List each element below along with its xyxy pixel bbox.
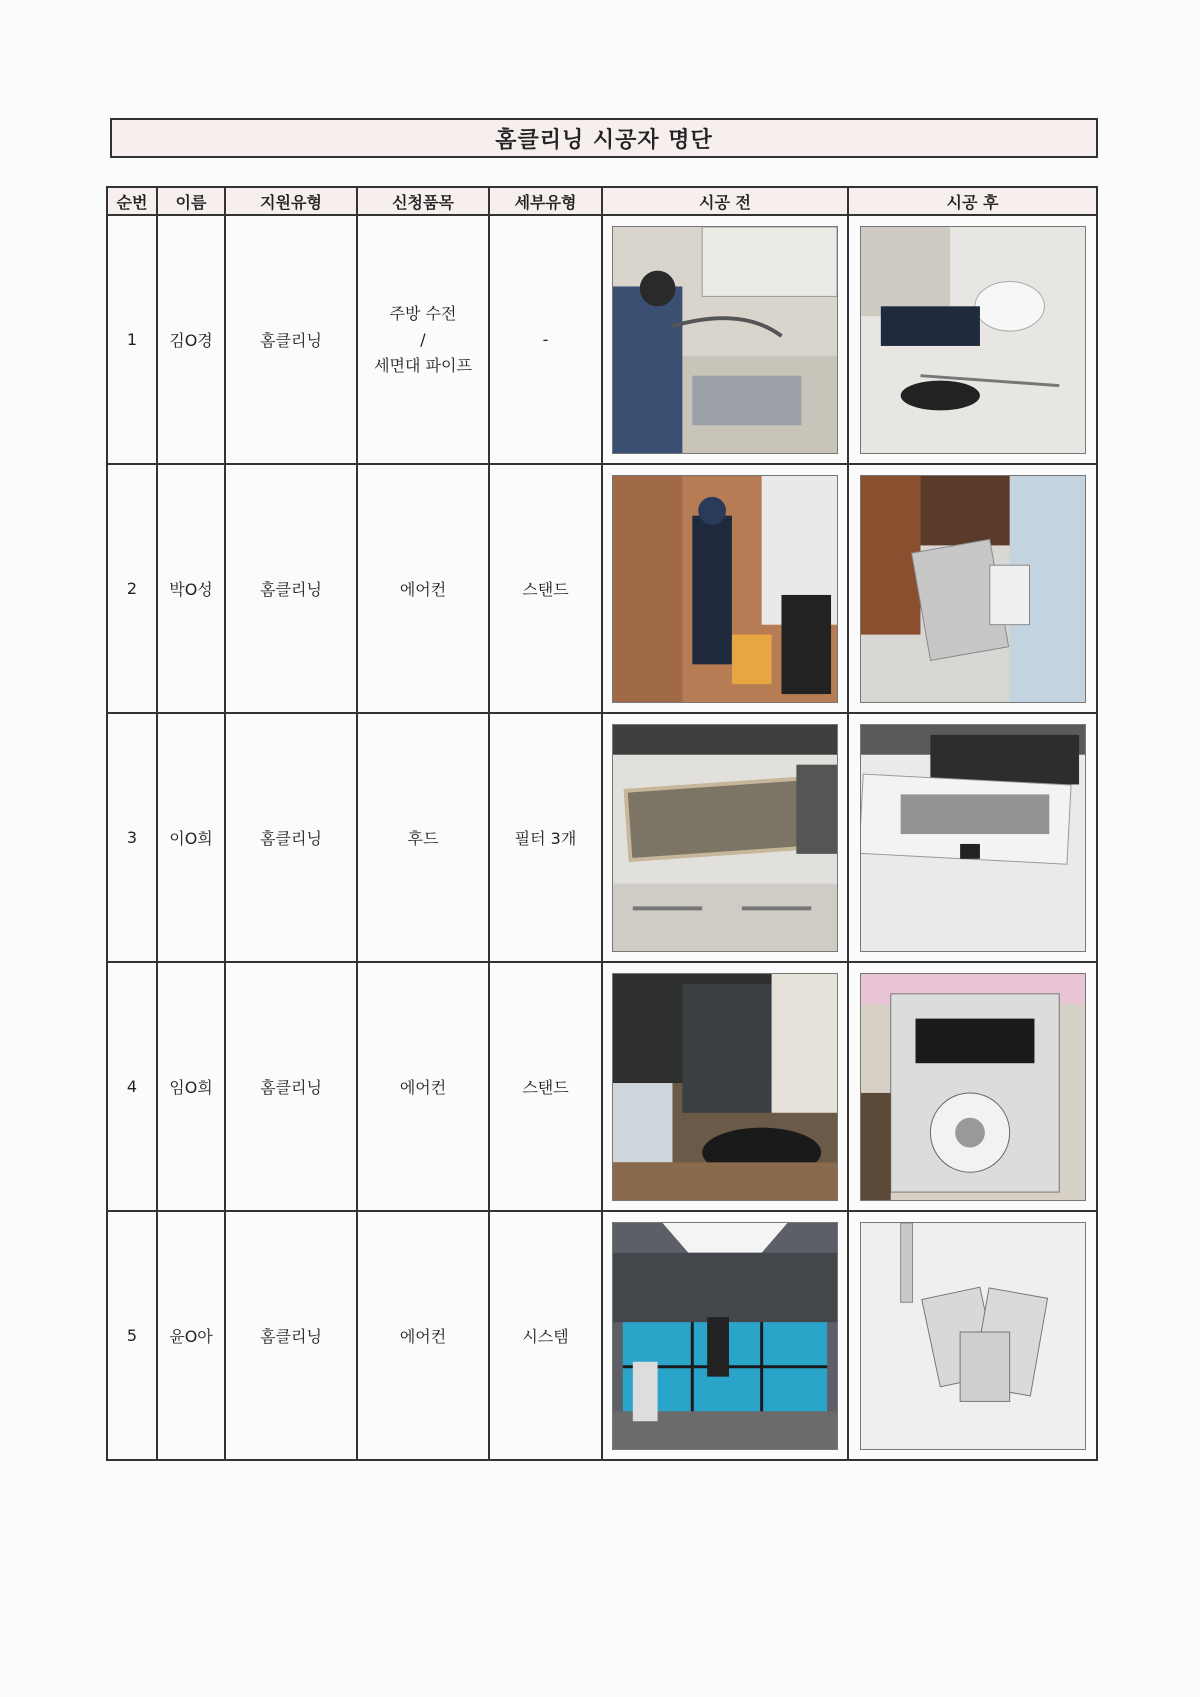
page-title: 홈클리닝 시공자 명단 bbox=[110, 118, 1098, 158]
before-photo bbox=[612, 226, 838, 454]
row-name: 윤O아 bbox=[157, 1211, 225, 1460]
before-photo bbox=[612, 475, 838, 703]
before-photo bbox=[612, 973, 838, 1201]
row-name: 박O성 bbox=[157, 464, 225, 713]
row-name: 김O경 bbox=[157, 215, 225, 464]
row-item-line: / bbox=[420, 329, 426, 349]
row-item: 에어컨 bbox=[357, 464, 489, 713]
after-photo bbox=[860, 475, 1086, 703]
table-row bbox=[107, 215, 1097, 464]
after-photo bbox=[860, 973, 1086, 1201]
table-row bbox=[107, 464, 1097, 713]
header-before: 시공 전 bbox=[602, 187, 848, 215]
row-item bbox=[357, 215, 489, 464]
row-detail: 스탠드 bbox=[489, 962, 602, 1211]
header-no: 순번 bbox=[107, 187, 157, 215]
header-detail: 세부유형 bbox=[489, 187, 602, 215]
before-photo bbox=[612, 1222, 838, 1450]
worker-roster-table bbox=[106, 186, 1098, 1461]
after-photo bbox=[860, 724, 1086, 952]
row-item: 에어컨 bbox=[357, 1211, 489, 1460]
before-photo bbox=[612, 724, 838, 952]
row-no: 4 bbox=[107, 962, 157, 1211]
table-row bbox=[107, 713, 1097, 962]
row-support: 홈클리닝 bbox=[225, 713, 357, 962]
row-item-line: 세면대 파이프 bbox=[374, 355, 472, 375]
header-item: 신청품목 bbox=[357, 187, 489, 215]
row-item: 에어컨 bbox=[357, 962, 489, 1211]
table-row bbox=[107, 1211, 1097, 1460]
row-detail: 스탠드 bbox=[489, 464, 602, 713]
row-no: 2 bbox=[107, 464, 157, 713]
row-detail: 필터 3개 bbox=[489, 713, 602, 962]
row-name: 이O희 bbox=[157, 713, 225, 962]
header-after: 시공 후 bbox=[848, 187, 1097, 215]
row-item: 후드 bbox=[357, 713, 489, 962]
row-no: 5 bbox=[107, 1211, 157, 1460]
row-support: 홈클리닝 bbox=[225, 962, 357, 1211]
row-no: 3 bbox=[107, 713, 157, 962]
row-detail: - bbox=[489, 215, 602, 464]
row-name: 임O희 bbox=[157, 962, 225, 1211]
after-photo bbox=[860, 226, 1086, 454]
row-item-line: 주방 수전 bbox=[389, 303, 457, 323]
row-detail: 시스템 bbox=[489, 1211, 602, 1460]
table-header-row bbox=[107, 187, 1097, 215]
header-name: 이름 bbox=[157, 187, 225, 215]
table-row bbox=[107, 962, 1097, 1211]
row-support: 홈클리닝 bbox=[225, 1211, 357, 1460]
after-photo bbox=[860, 1222, 1086, 1450]
row-support: 홈클리닝 bbox=[225, 215, 357, 464]
header-support-type: 지원유형 bbox=[225, 187, 357, 215]
row-no: 1 bbox=[107, 215, 157, 464]
row-support: 홈클리닝 bbox=[225, 464, 357, 713]
